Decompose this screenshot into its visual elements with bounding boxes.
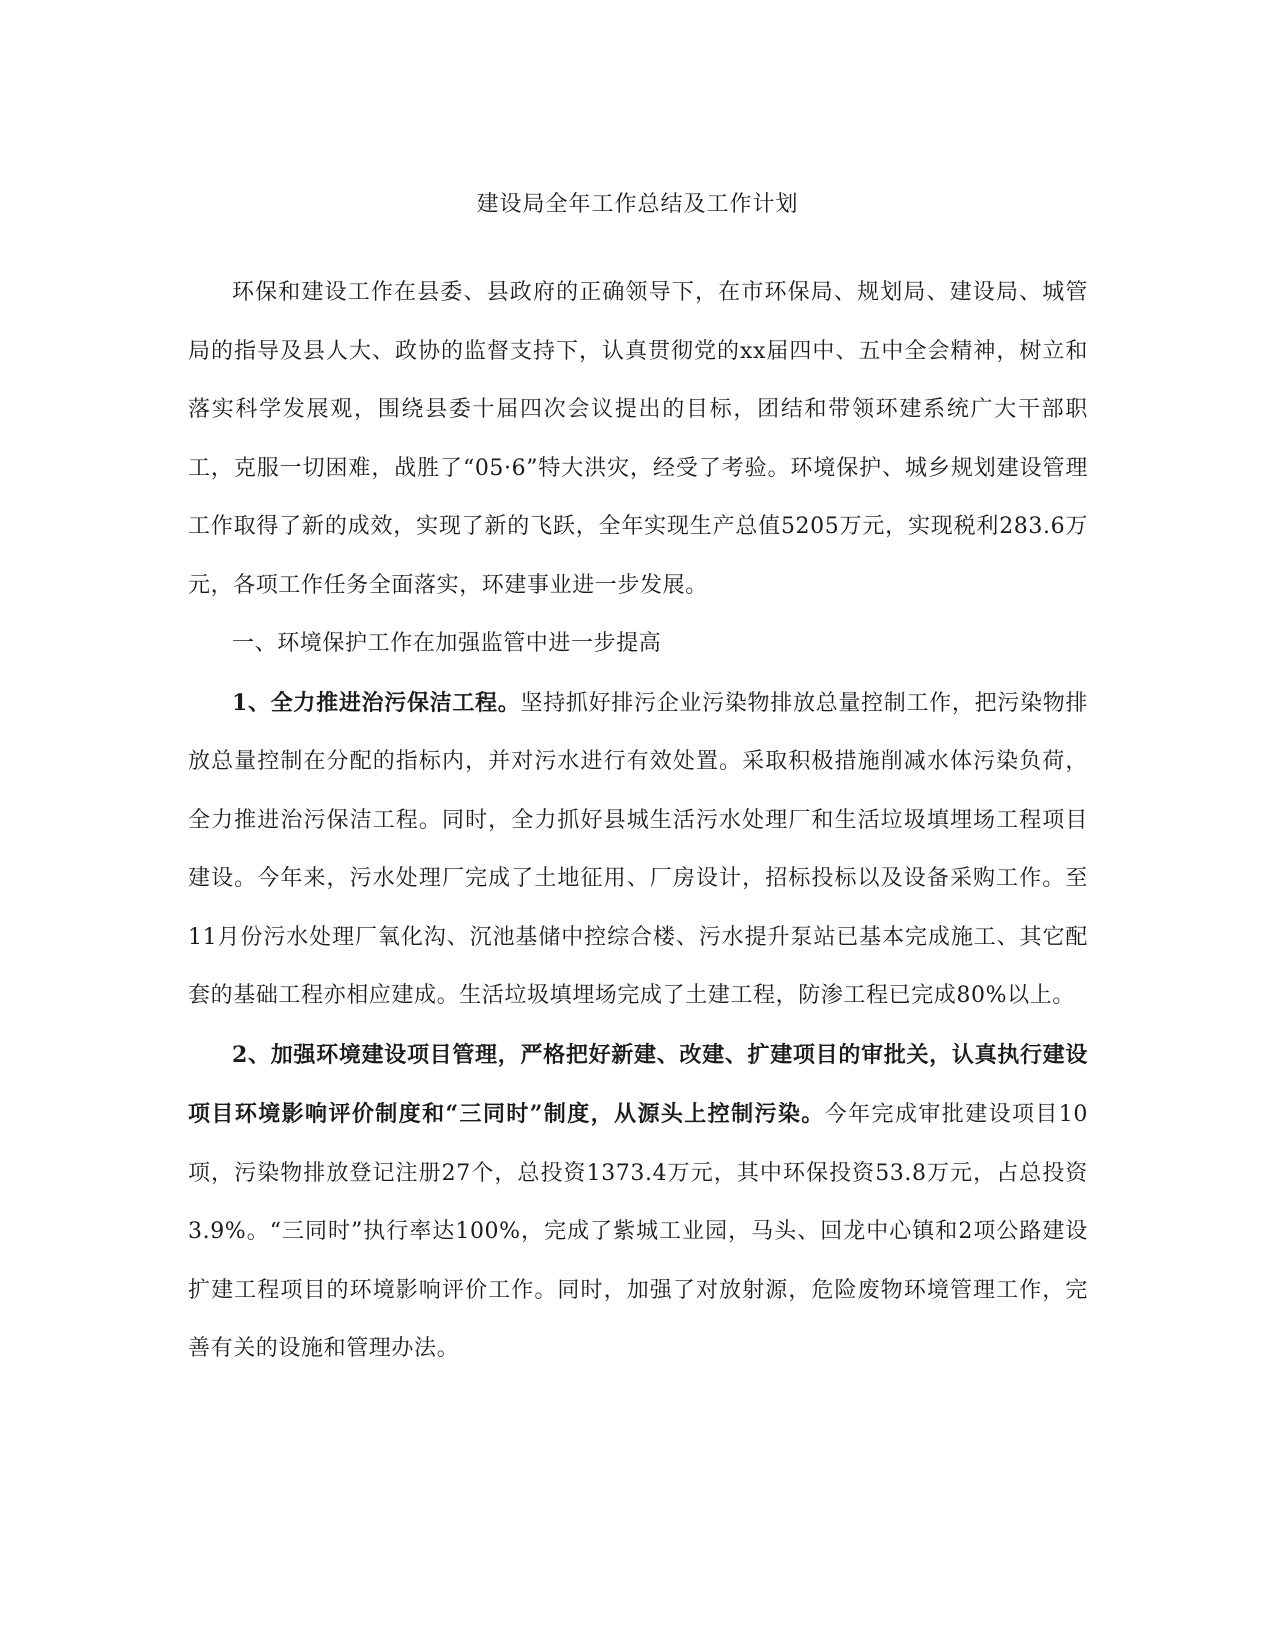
intro-paragraph-text: 环保和建设工作在县委、县政府的正确领导下，在市环保局、规划局、建设局、城管局的指导及县人大、政协的监督支持下，认真贯彻党的xx届四中、五中全会精神，树立和落实科学发展观，围绕县委十届四次会议提出的目标，团结和带领环建系统广大干部职工，克服一切困难，战胜了“05·6”特大洪灾，经受了考验。环境保护、城乡规划建设管理工作取得了新的成效，实现了新的飞跃，全年实现生产总值5205万元，实现税利283.6万元，各项工作任务全面落实，环建事业进一步发展。 — [188, 280, 1088, 598]
document-body — [188, 264, 1088, 1379]
item-1-lead: 1、全力推进治污保洁工程。 — [232, 689, 521, 716]
item-1-text: 坚持抓好排污企业污染物排放总量控制工作，把污染物排放总量控制在分配的指标内，并对污水进行有效处置。采取积极措施削减水体污染负荷，全力推进治污保洁工程。同时，全力抓好县城生活污水处理厂和生活垃圾填埋场工程项目建设。今年来，污水处理厂完成了土地征用、厂房设计，招标投标以及设备采购工作。至11月份污水处理厂氧化沟、沉池基储中控综合楼、污水提升泵站已基本完成施工、其它配套的基础工程亦相应建成。生活垃圾填埋场完成了土建工程，防渗工程已完成80%以上。 — [188, 690, 1088, 1008]
item-2-lead: 2、加强环境建设项目管理，严格把好新建、改建、扩建项目的审批关，认真执行建设项目环境影响评价制度和“三同时”制度，从源头上控制污染。 — [188, 1041, 1088, 1127]
item-2-paragraph — [188, 1026, 1088, 1379]
document-title: 建设局全年工作总结及工作计划 — [476, 192, 799, 217]
item-2-text: 今年完成审批建设项目10项，污染物排放登记注册27个，总投资1373.4万元，其中环保投资53.8万元，占总投资3.9%。“三同时”执行率达100%，完成了紫城工业园，马头、回龙中心镇和2项公路建设扩建工程项目的环境影响评价工作。同时，加强了对放射源，危险废物环境管理工作，完善有关的设施和管理办法。 — [188, 1102, 1088, 1361]
section-heading-text: 一、环境保护工作在加强监管中进一步提高 — [232, 631, 662, 656]
item-1-paragraph — [188, 674, 1088, 1026]
intro-paragraph — [188, 264, 1088, 615]
section-heading — [188, 615, 1088, 674]
